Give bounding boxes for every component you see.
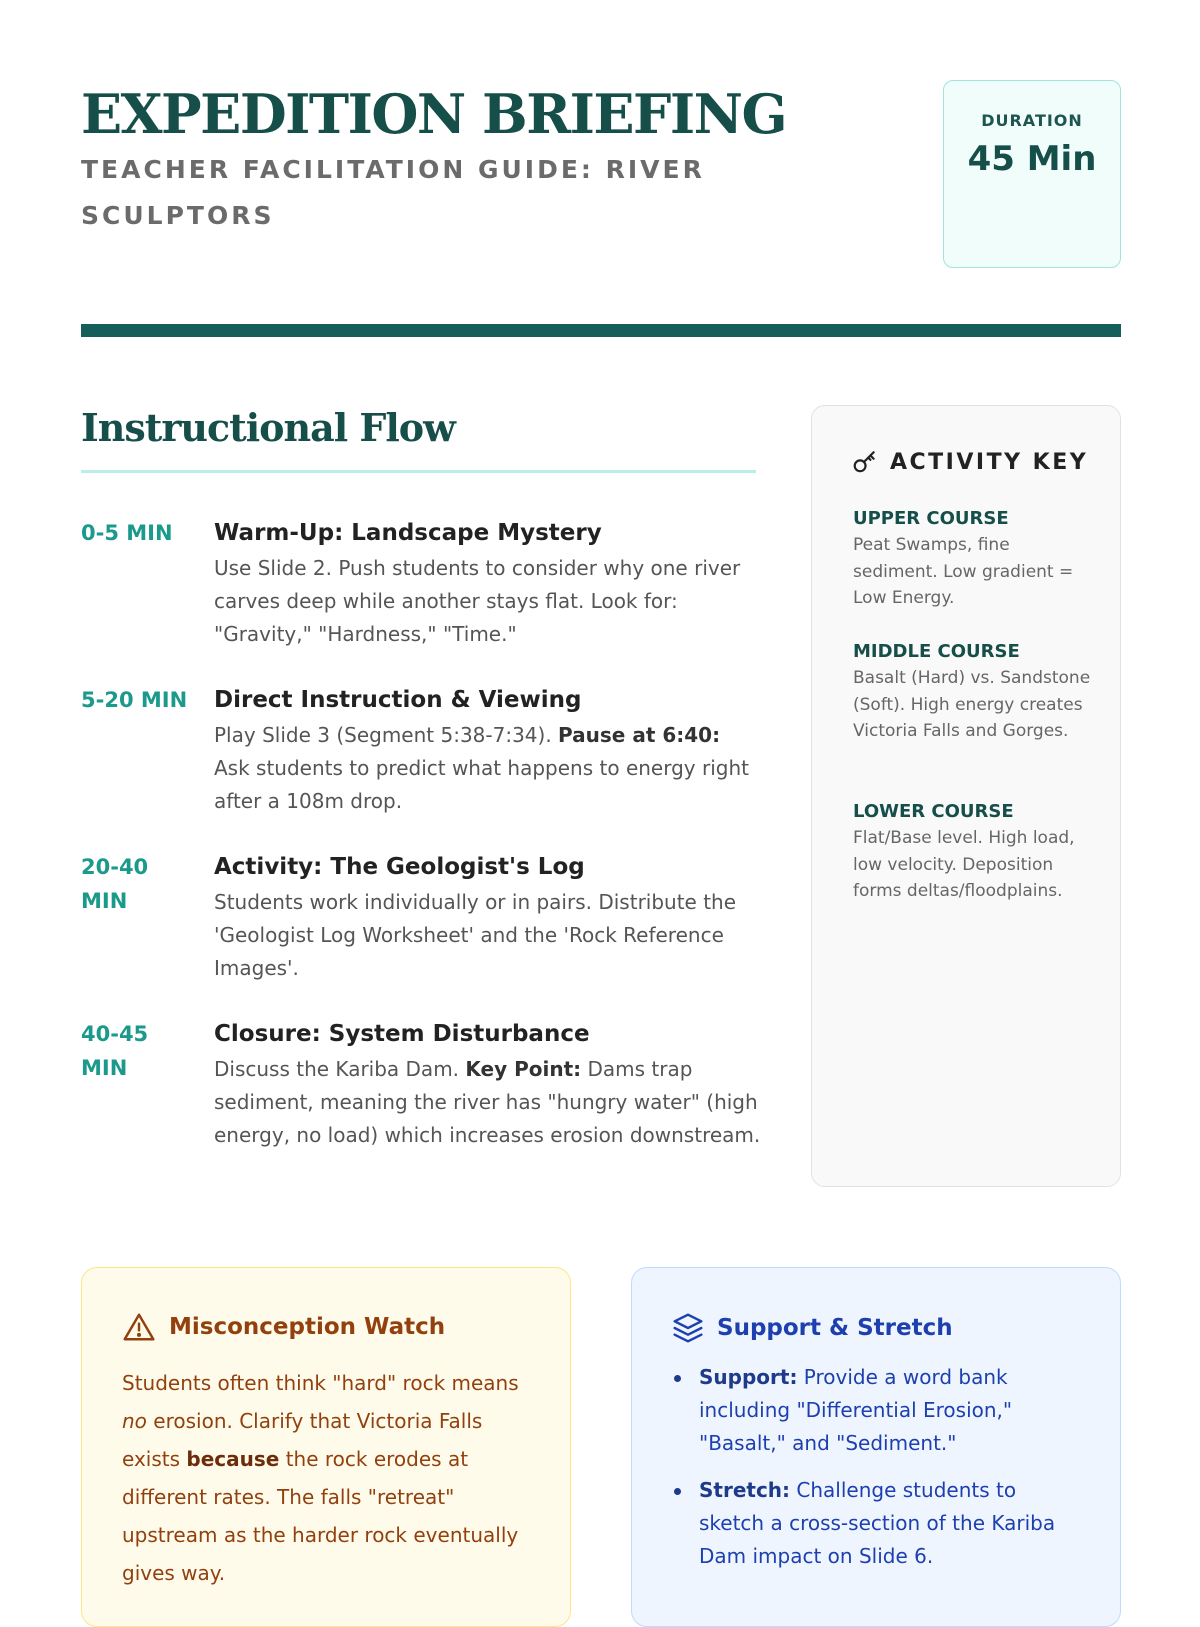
flow-description: Students work individually or in pairs. Distribute the 'Geologist Log Worksheet' and the 'Rock Reference Images'.: [214, 890, 737, 980]
misconception-text: [122, 1364, 542, 1592]
key-icon: [852, 449, 878, 475]
section-divider: [81, 470, 756, 473]
layers-icon: [672, 1312, 704, 1344]
page-subtitle: TEACHER FACILITATION GUIDE: RIVER SCULPTORS: [81, 155, 705, 230]
flow-heading: Direct Instruction & Viewing: [214, 687, 582, 713]
support-title-text: Support & Stretch: [717, 1315, 953, 1341]
activity-key-panel: [811, 405, 1121, 1187]
support-list: [672, 1361, 1082, 1587]
misconception-text-part: the rock erodes at different rates. The falls "retreat" upstream as the harder rock eventually gives way.: [122, 1447, 519, 1585]
flow-text: Discuss the Kariba Dam.: [214, 1057, 466, 1081]
flow-body: [214, 683, 761, 818]
key-entry-text: Peat Swamps, fine sediment. Low gradient = Low Energy.: [853, 535, 1074, 608]
section-title-instructional-flow: Instructional Flow: [81, 405, 455, 450]
key-entry-lower-course: [853, 799, 1093, 905]
flow-body: [214, 1017, 761, 1152]
activity-key-title: [852, 449, 1088, 475]
flow-text: Dams trap sediment, meaning the river has "hungry water" (high energy, no load) which increases erosion downstream.: [214, 1057, 761, 1147]
support-item-text: Provide a word bank including "Differential Erosion," "Basalt," and "Sediment.": [699, 1365, 1013, 1455]
flow-emphasis: Pause at 6:40:: [558, 723, 721, 747]
duration-label: DURATION: [981, 111, 1083, 130]
duration-value: 45 Min: [967, 139, 1097, 179]
misconception-title-text: Misconception Watch: [169, 1314, 446, 1340]
flow-description: [214, 1053, 761, 1152]
warning-icon: [122, 1312, 156, 1342]
flow-heading: Activity: The Geologist's Log: [214, 854, 585, 880]
misconception-emphasis: because: [186, 1447, 280, 1471]
support-stretch-card: [631, 1267, 1121, 1627]
flow-body: [214, 516, 761, 651]
support-item-label: Support:: [699, 1365, 798, 1389]
page-title: EXPEDITION BRIEFING: [81, 82, 787, 146]
activity-key-label: ACTIVITY KEY: [890, 449, 1089, 475]
misconception-watch-card: [81, 1267, 571, 1627]
flow-time: 0-5 MIN: [81, 521, 173, 545]
flow-time: 40-45 MIN: [81, 1022, 149, 1080]
support-item: [672, 1361, 1082, 1460]
key-entry-label: LOWER COURSE: [853, 801, 1014, 822]
header-divider: [81, 324, 1121, 337]
key-entry-label: UPPER COURSE: [853, 508, 1009, 529]
duration-card: [943, 80, 1121, 268]
flow-text: Play Slide 3 (Segment 5:38-7:34).: [214, 723, 559, 747]
key-entry-text: Flat/Base level. High load, low velocity. Deposition forms deltas/floodplains.: [853, 828, 1075, 901]
misconception-italic: no: [122, 1409, 147, 1433]
key-entry-label: MIDDLE COURSE: [853, 641, 1020, 662]
flow-description: Use Slide 2. Push students to consider why one river carves deep while another stays flat. Look for: "Gravity," "Hardness," "Time.": [214, 556, 741, 646]
key-entry-text: Basalt (Hard) vs. Sandstone (Soft). High energy creates Victoria Falls and Gorges.: [853, 668, 1091, 741]
flow-emphasis: Key Point:: [465, 1057, 582, 1081]
flow-time: 20-40 MIN: [81, 855, 149, 913]
briefing-page: [81, 0, 1121, 1600]
stretch-item: [672, 1474, 1082, 1573]
flow-description: [214, 719, 761, 818]
flow-heading: Warm-Up: Landscape Mystery: [214, 520, 602, 546]
misconception-text-part: erosion. Clarify that Victoria Falls exists: [122, 1409, 483, 1471]
support-item-text: Challenge students to sketch a cross-section of the Kariba Dam impact on Slide 6.: [699, 1478, 1056, 1568]
misconception-title: [122, 1312, 445, 1342]
flow-body: [214, 850, 761, 985]
flow-time: 5-20 MIN: [81, 688, 188, 712]
support-title: [672, 1312, 953, 1344]
flow-text: Ask students to predict what happens to energy right after a 108m drop.: [214, 756, 749, 813]
flow-heading: Closure: System Disturbance: [214, 1021, 590, 1047]
misconception-text-part: Students often think "hard" rock means: [122, 1371, 519, 1395]
support-item-label: Stretch:: [699, 1478, 791, 1502]
key-entry-middle-course: [853, 639, 1093, 745]
key-entry-upper-course: [853, 506, 1093, 612]
